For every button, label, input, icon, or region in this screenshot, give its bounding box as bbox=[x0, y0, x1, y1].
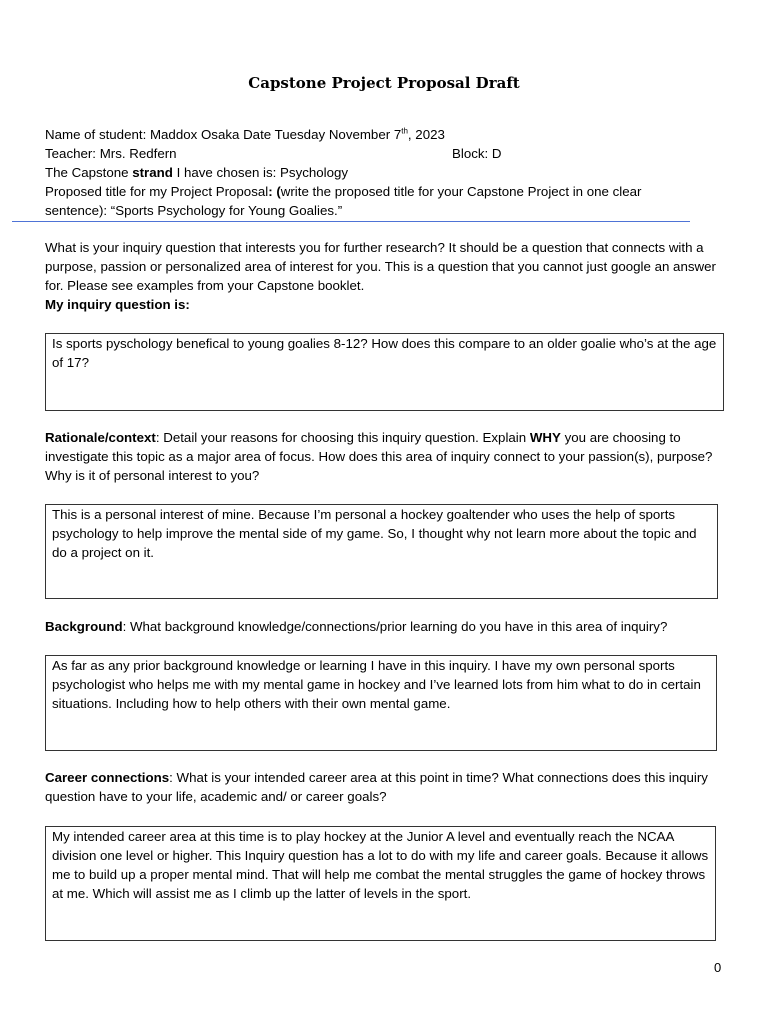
background-section bbox=[45, 617, 735, 636]
background-answer-box[interactable] bbox=[45, 655, 717, 751]
proposal-post: write the proposed title for your Capstone Project in one clear bbox=[280, 184, 642, 199]
strand-bold: strand bbox=[132, 165, 173, 180]
background-prompt: : What background knowledge/connections/prior learning do you have in this area of inquiry? bbox=[122, 619, 668, 634]
career-section bbox=[45, 768, 725, 806]
proposal-title-line: sentence): “Sports Psychology for Young Goalies.” bbox=[45, 203, 343, 218]
background-answer: As far as any prior background knowledge or learning I have in this inquiry. I have my own personal sports psychologist who helps me with my mental game in hockey and I’ve learned lots from him what to do in certain situations. Including how to help others with their own mental game. bbox=[52, 658, 701, 711]
date-year: , 2023 bbox=[407, 127, 445, 142]
name-date-line bbox=[45, 125, 705, 144]
background-heading: Background bbox=[45, 619, 123, 634]
date-suffix: th bbox=[401, 126, 408, 136]
inquiry-prompt: What is your inquiry question that interests you for further research? It should be a question that connects with a purpose, passion or personalized area of interest for you. This is a question that you cannot just google an answer for. Please see examples from your Capstone booklet. bbox=[45, 240, 716, 293]
rationale-prompt-pre: : Detail your reasons for choosing this inquiry question. Explain bbox=[155, 430, 530, 445]
rationale-answer-box[interactable] bbox=[45, 504, 718, 599]
rationale-heading: Rationale/context bbox=[45, 430, 156, 445]
proposal-line bbox=[45, 182, 705, 201]
inquiry-section bbox=[45, 238, 725, 314]
rationale-why: WHY bbox=[529, 430, 561, 445]
proposal-bold: : ( bbox=[268, 184, 281, 199]
career-prompt: : What is your intended career area at this point in time? What connections does this inquiry question have to your life, academic and/ or career goals? bbox=[45, 770, 708, 804]
teacher-text: Teacher: Mrs. Redfern bbox=[45, 146, 177, 161]
document-title: Capstone Project Proposal Draft bbox=[248, 74, 520, 92]
inquiry-answer-box[interactable] bbox=[45, 333, 724, 411]
divider-line bbox=[12, 221, 690, 222]
strand-post: I have chosen is: Psychology bbox=[172, 165, 349, 180]
inquiry-answer: Is sports pyschology benefical to young goalies 8-12? How does this compare to an older goalie who’s at the age of 17? bbox=[52, 336, 717, 370]
student-info bbox=[45, 125, 705, 220]
block-text: Block: D bbox=[452, 146, 502, 161]
strand-line bbox=[45, 163, 705, 182]
inquiry-label: My inquiry question is: bbox=[45, 297, 190, 312]
rationale-prompt-post: you are choosing to investigate this topic as a major area of focus. How does this area of inquiry connect to your passion(s), purpose? Why is it of personal interest to you? bbox=[45, 430, 713, 483]
career-heading: Career connections bbox=[45, 770, 170, 785]
career-answer-box[interactable] bbox=[45, 826, 716, 941]
rationale-section bbox=[45, 428, 715, 485]
career-answer: My intended career area at this time is to play hockey at the Junior A level and eventually reach the NCAA division one level or higher. This Inquiry question has a lot to do with my life and career goals. Because it allows me to build up a proper mental mind. That will help me combat the mental struggles the game of hockey throws at me. Which will assist me as I climb up the latter of levels in the sport. bbox=[52, 829, 709, 901]
rationale-answer: This is a personal interest of mine. Because I’m personal a hockey goaltender who uses the help of sports psychology to help improve the mental side of my game. So, I thought why not learn more about the topic and do a project on it. bbox=[52, 507, 697, 560]
page-number: 0 bbox=[714, 960, 722, 975]
name-date-text: Name of student: Maddox Osaka Date Tuesday November 7 bbox=[45, 127, 402, 142]
proposal-pre: Proposed title for my Project Proposal bbox=[45, 184, 269, 199]
teacher-block-line bbox=[45, 144, 705, 163]
strand-pre: The Capstone bbox=[45, 165, 133, 180]
